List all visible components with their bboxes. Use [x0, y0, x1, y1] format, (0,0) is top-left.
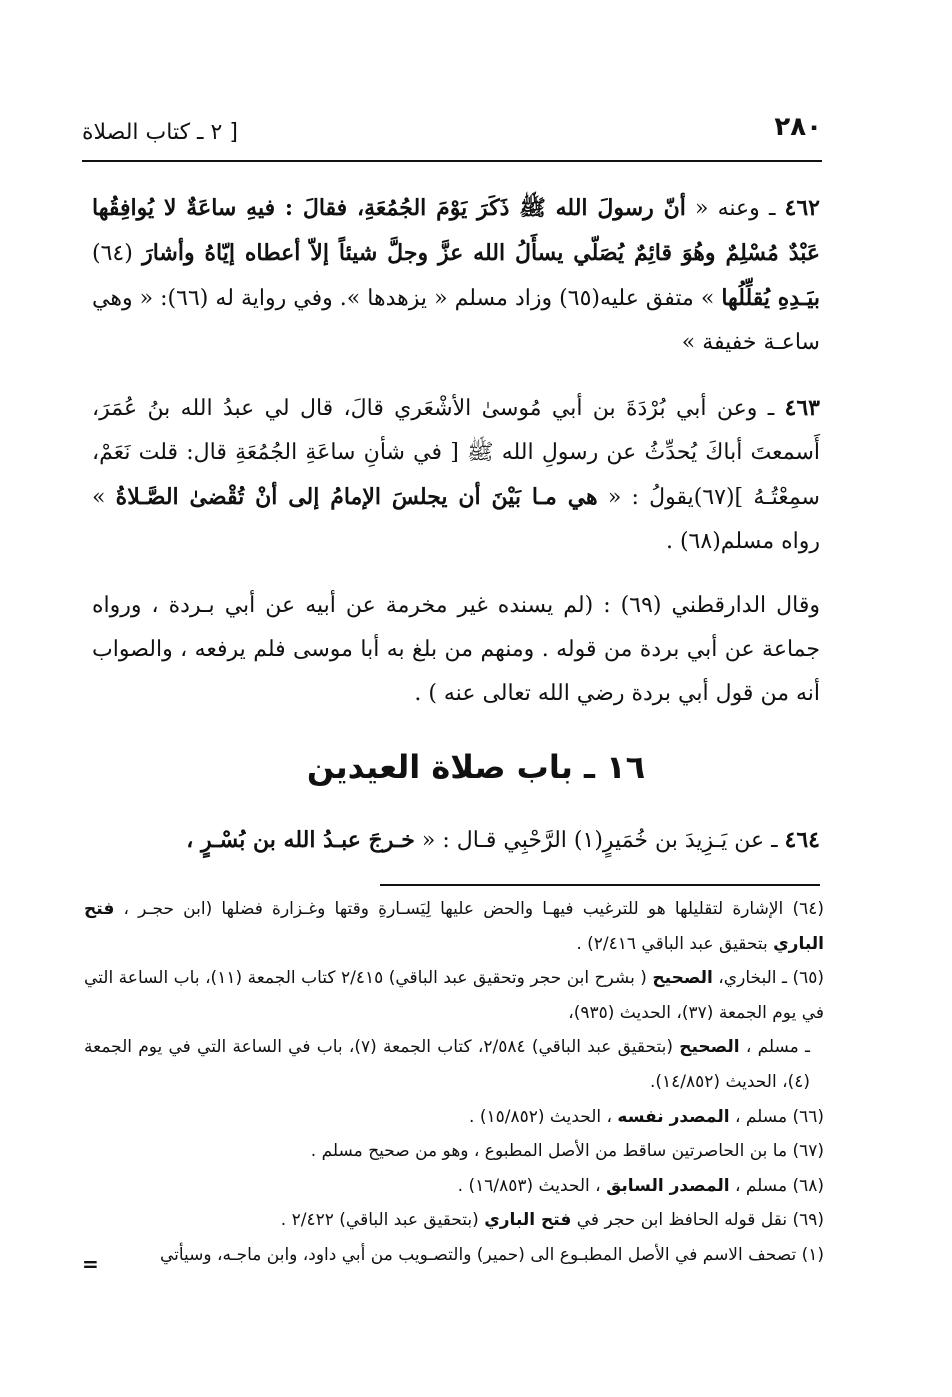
footnote-text: ( بشرح ابن حجر وتحقيق عبد الباقي) ٢/٤١٥ كتاب الجمعة (١١)، باب الساعة التي في يوم الجمعة (٣٧)، الحديث (٩٣٥)، — [84, 968, 824, 1023]
footnote-65 — [84, 961, 824, 1030]
footnotes — [84, 892, 824, 1273]
footnote-text: (٦٩) نقل قوله الحافظ ابن حجر في — [571, 1210, 824, 1231]
hadith-462 — [92, 186, 820, 365]
footnote-source-title: المصدر السابق — [606, 1175, 730, 1196]
footnote-source-title: فتح الباري — [84, 899, 824, 954]
header-divider — [82, 160, 822, 162]
footnote-66 — [84, 1100, 824, 1135]
footnote-text: (٦٥) ـ البخاري، — [712, 968, 824, 989]
footnote-text: بتحقيق عبد الباقي ٢/٤١٦) . — [576, 933, 774, 954]
hadith-source: » رواه مسلم(٦٨) . — [92, 485, 820, 554]
footnote-64 — [84, 892, 824, 961]
footnote-1: (١) تصحف الاسم في الأصل المطبـوع الى (حمير) والتصـويب من أبي داود، وابن ماجـه، وسيأتي — [159, 1244, 824, 1265]
footnote-ref: (٦٤) — [92, 241, 143, 266]
hadith-463 — [92, 386, 820, 564]
hadith-matn: أنّ رسولَ الله ﷺ ذَكَرَ يَوْمَ الجُمُعَةِ، فقالَ : فيهِ ساعَةٌ لا يُوافِقُها عَبْدٌ مُسْلِمٌ وهُوَ قائِمٌ يُصَلّي يسأَلُ الله عزَّ وجلَّ شيئاً إلاّ أعطاه إيّاهُ وأشارَ — [92, 195, 821, 266]
footnote-text: ، الحديث (١٥/٨٥٢) . — [469, 1106, 618, 1127]
footnote-69 — [84, 1203, 824, 1238]
page-number: ٢٨٠ — [774, 112, 822, 142]
footnote-text: (٦٨) مسلم ، — [729, 1175, 824, 1196]
hadith-matn-end: بيَـدِهِ يُقلِّلُها — [721, 285, 821, 311]
footnote-text: (بتحقيق عبد الباقي) ٢/٤٢٢ . — [280, 1210, 485, 1231]
footnote-text: (٦٦) مسلم ، — [729, 1106, 824, 1127]
hadith-intro: ـ عن يَـزِيدَ بن خُمَيرٍ(١) الرَّحْبِي قـال : « — [414, 828, 785, 853]
running-chapter-title: [ ٢ ـ كتاب الصلاة — [82, 120, 238, 145]
footnote-source-title: المصدر نفسه — [617, 1106, 730, 1127]
hadith-number: ٤٦٣ — [784, 395, 820, 421]
continuation-mark: = — [82, 1252, 99, 1276]
hadith-intro: ـ وعنه « — [685, 196, 785, 221]
daraqutni-comment: وقال الدارقطني (٦٩) : (لم يسنده غير مخرمة عن أبيه عن أبي بـردة ، ورواه جماعة عن أبي بردة من قوله . ومنهم من بلغ به أبا موسى فلم يرفعه ، والصواب أنه من قول أبي بردة رضي الله تعالى عنه ) . — [92, 593, 820, 706]
footnote-source-title: فتح الباري — [484, 1210, 572, 1231]
hadith-matn: خـرجَ عبـدُ الله بن بُسْـرٍ ، — [186, 827, 415, 853]
footnote-65-muslim — [84, 1030, 824, 1099]
footnote-divider — [380, 884, 820, 886]
footnote-text: (٦٤) الإشارة لتقليلها هو للترغيب فيهـا والحض عليها لِيَسـارةِ وقتها وغـزارة فضلها (ابن حجـر ، — [114, 899, 824, 919]
footnote-source-title: الصحيح — [652, 968, 713, 989]
hadith-number: ٤٦٢ — [784, 195, 820, 221]
hadith-number: ٤٦٤ — [784, 827, 820, 853]
footnote-text: ، الحديث (١٦/٨٥٣) . — [457, 1175, 607, 1196]
chapter-heading: ١٦ ـ باب صلاة العيدين — [306, 748, 646, 786]
footnote-text: ـ مسلم ، — [739, 1037, 810, 1058]
hadith-matn: هي مـا بَيْنَ أن يجلسَ الإمامُ إلى أنْ تُقْضىٰ الصَّـلاةُ — [115, 484, 598, 510]
hadith-source: » متفق عليه(٦٥) وزاد مسلم « يزهدها ». وفي رواية له (٦٦): « وهي ساعـة خفيفة » — [92, 286, 820, 355]
footnote-text: (بتحقيق عبد الباقي) ٢/٥٨٤، كتاب الجمعة (٧)، باب في الساعة التي في يوم الجمعة (٤)، الحديث (١٤/٨٥٢). — [84, 1037, 810, 1092]
footnote-source-title: الصحيح — [679, 1037, 740, 1058]
footnote-68 — [84, 1169, 824, 1204]
hadith-464 — [92, 818, 820, 863]
hadith-intro: ـ وعن أبي بُرْدَةَ بن أبي مُوسىٰ الأشْعَري قالَ، قال لي عبدُ الله بنُ عُمَرَ، أَسمعتَ أباكَ يُحدِّثُ عن رسولِ الله ﷺ [ في شأنِ ساعَةِ الجُمُعَةِ قال: قلت نَعَمْ، سمِعْتُـهُ ](٦٧)يقولُ : « — [92, 396, 821, 510]
footnote-67: (٦٧) ما بن الحاصرتين ساقط من الأصل المطبوع ، وهو من صحيح مسلم . — [310, 1141, 824, 1162]
